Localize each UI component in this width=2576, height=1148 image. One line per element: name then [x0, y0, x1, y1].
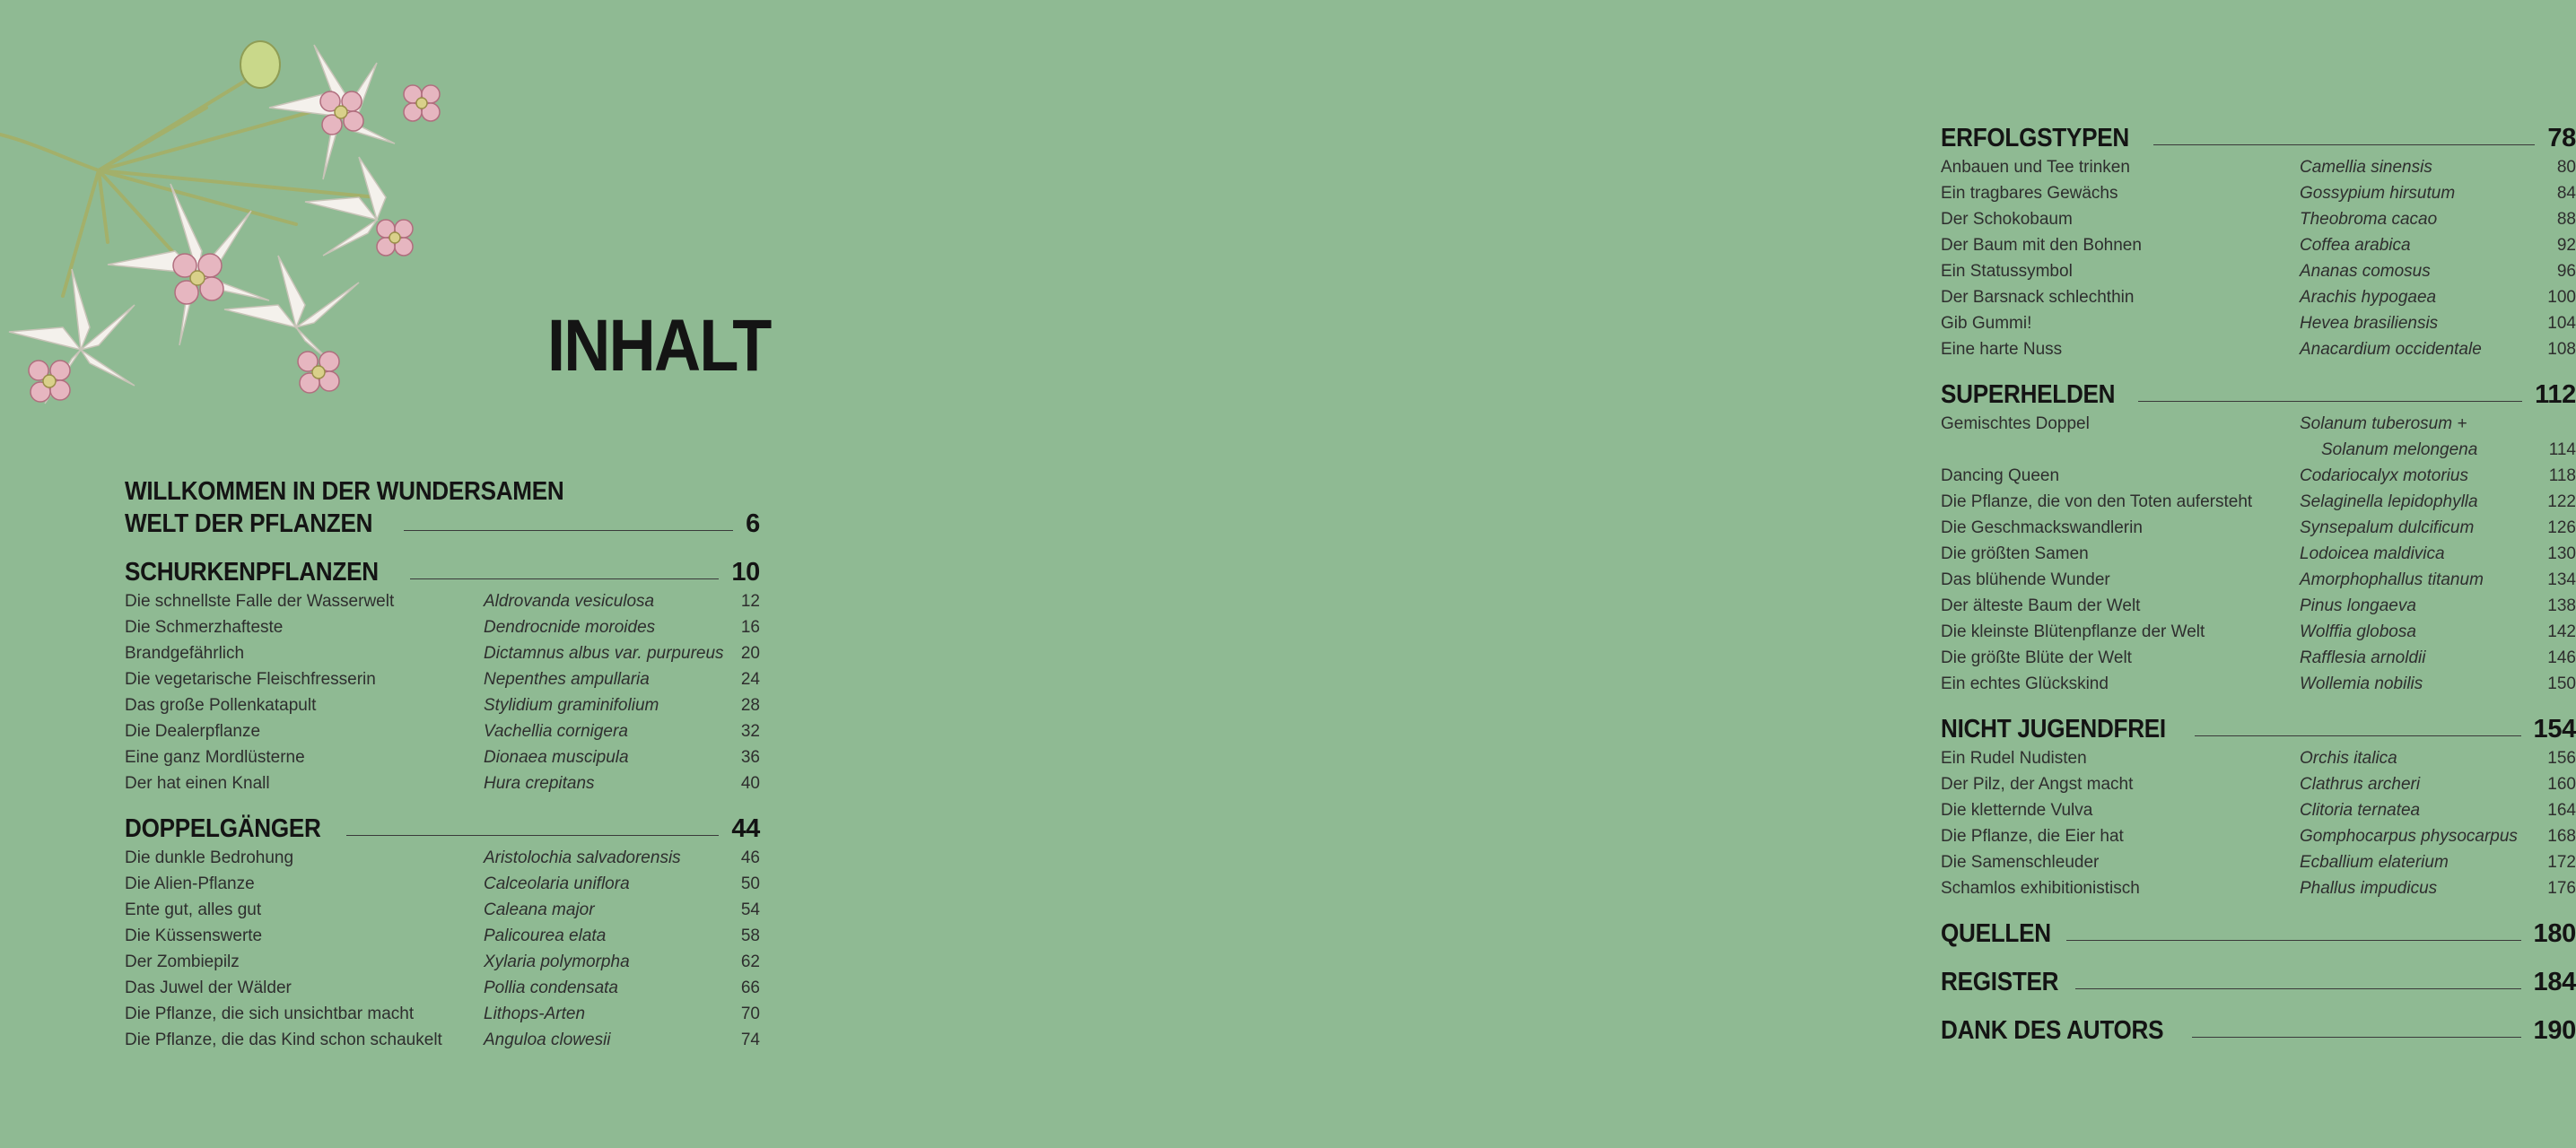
- latin-line: Hura crepitans: [484, 774, 595, 793]
- entry-page: 114: [2548, 440, 2576, 459]
- entry-title: Die schnellste Falle der Wasserwelt: [125, 592, 395, 611]
- entry-latin-name: [2300, 284, 2540, 310]
- latin-line: Anacardium occidentale: [2300, 340, 2482, 359]
- entry-title: Das Juwel der Wälder: [125, 978, 292, 997]
- latin-line: Aldrovanda vesiculosa: [484, 592, 655, 611]
- section-title: SUPERHELDEN: [1941, 380, 2116, 409]
- entry-title: Ein echtes Glückskind: [1941, 674, 2109, 693]
- latin-line: Theobroma cacao: [2300, 210, 2438, 229]
- section-heading[interactable]: [1941, 1014, 2576, 1047]
- section-title: QUELLEN: [1941, 919, 2051, 948]
- latin-line: Stylidium graminifolium: [484, 696, 659, 715]
- entry-title: Die Schmerzhafteste: [125, 618, 284, 637]
- toc-entry[interactable]: [125, 923, 760, 949]
- toc-entry[interactable]: [1941, 489, 2576, 515]
- toc-section: [125, 556, 760, 796]
- entry-latin-name: [484, 1001, 724, 1027]
- section-heading[interactable]: [1941, 713, 2576, 745]
- entry-page: 172: [2547, 853, 2576, 872]
- section-heading[interactable]: [125, 556, 760, 588]
- toc-entry[interactable]: [1941, 823, 2576, 849]
- milkweed-flower-illustration: [0, 18, 485, 413]
- latin-line: Dictamnus albus var. purpureus: [484, 644, 724, 663]
- entry-latin-name: [2300, 206, 2540, 232]
- section-page: 78: [2547, 124, 2576, 152]
- entry-latin-name: [2300, 745, 2540, 771]
- entry-latin-name: [2300, 180, 2540, 206]
- page-title: INHALT: [547, 305, 771, 387]
- latin-line: Ananas comosus: [2300, 262, 2431, 281]
- toc-entry[interactable]: [1941, 232, 2576, 258]
- toc-left: [125, 475, 760, 1069]
- toc-section: [1941, 966, 2576, 998]
- latin-line: Dendrocnide moroides: [484, 618, 656, 637]
- entry-page: 62: [740, 952, 760, 971]
- section-page: 190: [2533, 1016, 2576, 1045]
- entry-title: Die Pflanze, die von den Toten aufersteht: [1941, 492, 2253, 511]
- entry-page: 146: [2547, 648, 2576, 667]
- entry-title: Die Samenschleuder: [1941, 853, 2100, 872]
- latin-line: Pinus longaeva: [2300, 596, 2416, 615]
- latin-line: Ecballium elaterium: [2300, 853, 2449, 872]
- entry-latin-name: [2300, 671, 2540, 697]
- toc-entry[interactable]: [125, 1027, 760, 1053]
- toc-entry[interactable]: [1941, 206, 2576, 232]
- latin-line: Solanum melongena: [2321, 440, 2478, 459]
- leader-line: [2075, 988, 2521, 989]
- toc-entry[interactable]: [1941, 336, 2576, 362]
- entry-latin-name: [484, 692, 724, 718]
- entry-title: Die vegetarische Fleischfresserin: [125, 670, 376, 689]
- toc-entry[interactable]: [1941, 771, 2576, 797]
- entry-latin-name: [484, 975, 724, 1001]
- latin-line: Gomphocarpus physocarpus: [2300, 827, 2518, 846]
- right-page: [900, 0, 2576, 1148]
- entry-title: Die Pflanze, die sich unsichtbar macht: [125, 1004, 415, 1023]
- entry-latin-name: [2300, 411, 2540, 463]
- entry-title: Der Barsnack schlechthin: [1941, 288, 2135, 307]
- entry-page: 126: [2547, 518, 2576, 537]
- entry-page: 84: [2556, 184, 2576, 203]
- entry-latin-name: [484, 770, 724, 796]
- section-heading[interactable]: [1941, 918, 2576, 950]
- section-heading[interactable]: [125, 508, 760, 540]
- entry-latin-name: [2300, 489, 2540, 515]
- entry-latin-name: [2300, 619, 2540, 645]
- latin-line: Wollemia nobilis: [2300, 674, 2423, 693]
- entry-page: 160: [2547, 775, 2576, 794]
- entry-latin-name: [2300, 797, 2540, 823]
- entry-page: 28: [740, 696, 760, 715]
- toc-entry[interactable]: [125, 614, 760, 640]
- toc-entry[interactable]: [1941, 310, 2576, 336]
- entry-title: Die kleinste Blütenpflanze der Welt: [1941, 622, 2205, 641]
- entry-page: 70: [740, 1004, 760, 1023]
- toc-entry[interactable]: [125, 1001, 760, 1027]
- toc-entry[interactable]: [1941, 671, 2576, 697]
- latin-line: Arachis hypogaea: [2300, 288, 2437, 307]
- entry-page: 24: [740, 670, 760, 689]
- entry-latin-name: [484, 718, 724, 744]
- latin-line: Clitoria ternatea: [2300, 801, 2421, 820]
- entry-latin-name: [2300, 593, 2540, 619]
- latin-line: Camellia sinensis: [2300, 158, 2432, 177]
- entry-page: 138: [2547, 596, 2576, 615]
- toc-section: [125, 813, 760, 1053]
- toc-entry[interactable]: [125, 692, 760, 718]
- entry-page: 130: [2547, 544, 2576, 563]
- entry-page: 54: [740, 900, 760, 919]
- entry-list: [1941, 411, 2576, 697]
- entry-page: 142: [2547, 622, 2576, 641]
- entry-title: Die kletternde Vulva: [1941, 801, 2093, 820]
- entry-page: 46: [740, 848, 760, 867]
- leader-line: [2192, 1037, 2521, 1038]
- latin-line: Rafflesia arnoldii: [2300, 648, 2426, 667]
- entry-title: Der Pilz, der Angst macht: [1941, 775, 2134, 794]
- latin-line: Phallus impudicus: [2300, 879, 2438, 898]
- entry-title: Das große Pollenkatapult: [125, 696, 317, 715]
- latin-line: Aristolochia salvadorensis: [484, 848, 681, 867]
- toc-entry[interactable]: [1941, 284, 2576, 310]
- entry-page: 108: [2547, 340, 2576, 359]
- toc-right: [1941, 122, 2576, 1063]
- toc-section: [1941, 1014, 2576, 1047]
- entry-title: Die Küssenswerte: [125, 926, 263, 945]
- entry-page: 118: [2548, 466, 2576, 485]
- entry-page: 150: [2547, 674, 2576, 693]
- latin-line: Gossypium hirsutum: [2300, 184, 2456, 203]
- toc-entry[interactable]: [1941, 463, 2576, 489]
- latin-line: Lithops-Arten: [484, 1004, 586, 1023]
- toc-entry[interactable]: [1941, 619, 2576, 645]
- toc-entry[interactable]: [1941, 797, 2576, 823]
- entry-latin-name: [484, 1027, 724, 1053]
- latin-line: Caleana major: [484, 900, 595, 919]
- toc-entry[interactable]: [125, 949, 760, 975]
- entry-title: Der Schokobaum: [1941, 210, 2073, 229]
- toc-entry[interactable]: [125, 666, 760, 692]
- section-page: 44: [731, 814, 760, 843]
- entry-title: Die Pflanze, die das Kind schon schaukelt: [125, 1031, 442, 1049]
- entry-latin-name: [2300, 310, 2540, 336]
- entry-title: Die Alien-Pflanze: [125, 874, 255, 893]
- latin-line: Solanum tuberosum +: [2300, 414, 2467, 433]
- entry-page: 134: [2547, 570, 2576, 589]
- left-page: [0, 0, 900, 1148]
- entry-title: Die Dealerpflanze: [125, 722, 261, 741]
- entry-latin-name: [484, 666, 724, 692]
- toc-section: [125, 475, 760, 540]
- latin-line: Xylaria polymorpha: [484, 952, 630, 971]
- section-page: 154: [2533, 715, 2576, 744]
- entry-list: [1941, 745, 2576, 901]
- entry-page: 100: [2547, 288, 2576, 307]
- entry-latin-name: [2300, 771, 2540, 797]
- entry-latin-name: [484, 845, 724, 871]
- entry-latin-name: [2300, 645, 2540, 671]
- entry-page: 168: [2547, 827, 2576, 846]
- latin-line: Amorphophallus titanum: [2300, 570, 2484, 589]
- entry-list: [1941, 154, 2576, 362]
- entry-latin-name: [484, 744, 724, 770]
- latin-line: Coffea arabica: [2300, 236, 2411, 255]
- section-page: 10: [731, 558, 760, 587]
- toc-entry[interactable]: [1941, 645, 2576, 671]
- latin-line: Palicourea elata: [484, 926, 607, 945]
- latin-line: Anguloa clowesii: [484, 1031, 611, 1049]
- toc-entry[interactable]: [1941, 875, 2576, 901]
- section-page: 112: [2535, 380, 2576, 409]
- toc-entry[interactable]: [125, 845, 760, 871]
- latin-line: Selaginella lepidophylla: [2300, 492, 2478, 511]
- entry-list: [125, 845, 760, 1053]
- section-heading[interactable]: [1941, 966, 2576, 998]
- entry-title: Die größten Samen: [1941, 544, 2089, 563]
- toc-entry[interactable]: [125, 770, 760, 796]
- entry-title: Anbauen und Tee trinken: [1941, 158, 2130, 177]
- entry-page: 58: [740, 926, 760, 945]
- entry-latin-name: [2300, 232, 2540, 258]
- entry-latin-name: [484, 614, 724, 640]
- entry-title: Gib Gummi!: [1941, 314, 2032, 333]
- entry-title: Die dunkle Bedrohung: [125, 848, 294, 867]
- section-heading[interactable]: [1941, 378, 2576, 411]
- section-page: 184: [2533, 968, 2576, 996]
- latin-line: Calceolaria uniflora: [484, 874, 630, 893]
- entry-title: Die Geschmackswandlerin: [1941, 518, 2143, 537]
- entry-title: Brandgefährlich: [125, 644, 245, 663]
- section-title: NICHT JUGENDFREI: [1941, 715, 2166, 744]
- section-heading[interactable]: [125, 813, 760, 845]
- entry-latin-name: [2300, 336, 2540, 362]
- toc-entry[interactable]: [1941, 154, 2576, 180]
- toc-section: [1941, 918, 2576, 950]
- leader-line: [2195, 735, 2521, 736]
- toc-entry[interactable]: [125, 588, 760, 614]
- toc-entry[interactable]: [1941, 745, 2576, 771]
- section-heading[interactable]: [1941, 122, 2576, 154]
- latin-line: Lodoicea maldivica: [2300, 544, 2445, 563]
- section-page: 6: [746, 509, 760, 538]
- latin-line: Dionaea muscipula: [484, 748, 629, 767]
- toc-section: [1941, 378, 2576, 697]
- section-title-line: WILLKOMMEN IN DER WUNDERSAMEN: [125, 477, 564, 506]
- entry-latin-name: [484, 923, 724, 949]
- entry-latin-name: [2300, 258, 2540, 284]
- entry-title: Schamlos exhibitionistisch: [1941, 879, 2140, 898]
- entry-title: Ein Statussymbol: [1941, 262, 2073, 281]
- entry-title: Die größte Blüte der Welt: [1941, 648, 2132, 667]
- toc-entry[interactable]: [1941, 849, 2576, 875]
- toc-entry[interactable]: [1941, 180, 2576, 206]
- toc-entry[interactable]: [1941, 593, 2576, 619]
- entry-title: Die Pflanze, die Eier hat: [1941, 827, 2124, 846]
- entry-title: Der Baum mit den Bohnen: [1941, 236, 2142, 255]
- entry-page: 122: [2547, 492, 2576, 511]
- section-title: ERFOLGSTYPEN: [1941, 124, 2129, 152]
- toc-entry[interactable]: [1941, 258, 2576, 284]
- entry-latin-name: [2300, 463, 2540, 489]
- entry-latin-name: [484, 871, 724, 897]
- toc-entry[interactable]: [1941, 541, 2576, 567]
- entry-page: 80: [2556, 158, 2576, 177]
- section-title: DOPPELGÄNGER: [125, 814, 321, 843]
- leader-line: [346, 835, 719, 836]
- entry-page: 156: [2547, 749, 2576, 768]
- latin-line: Codariocalyx motorius: [2300, 466, 2468, 485]
- entry-page: 164: [2547, 801, 2576, 820]
- entry-title: Ein Rudel Nudisten: [1941, 749, 2087, 768]
- toc-entry[interactable]: [1941, 411, 2576, 463]
- leader-line: [2066, 940, 2520, 941]
- entry-latin-name: [2300, 541, 2540, 567]
- entry-page: 32: [740, 722, 760, 741]
- entry-page: 16: [740, 618, 760, 637]
- toc-entry[interactable]: [1941, 567, 2576, 593]
- toc-entry[interactable]: [125, 897, 760, 923]
- entry-page: 104: [2547, 314, 2576, 333]
- entry-page: 96: [2556, 262, 2576, 281]
- toc-entry[interactable]: [125, 975, 760, 1001]
- toc-entry[interactable]: [125, 744, 760, 770]
- entry-page: 92: [2556, 236, 2576, 255]
- toc-section: [1941, 122, 2576, 362]
- latin-line: Hevea brasiliensis: [2300, 314, 2439, 333]
- latin-line: Wolffia globosa: [2300, 622, 2416, 641]
- entry-page: 66: [740, 978, 760, 997]
- entry-latin-name: [484, 640, 724, 666]
- entry-latin-name: [2300, 154, 2540, 180]
- section-title: DANK DES AUTORS: [1941, 1016, 2164, 1045]
- entry-latin-name: [2300, 823, 2540, 849]
- toc-entry[interactable]: [125, 718, 760, 744]
- entry-title: Der Zombiepilz: [125, 952, 240, 971]
- entry-title: Der hat einen Knall: [125, 774, 270, 793]
- entry-title: Das blühende Wunder: [1941, 570, 2110, 589]
- entry-title: Dancing Queen: [1941, 466, 2060, 485]
- entry-page: 50: [740, 874, 760, 893]
- entry-title: Eine harte Nuss: [1941, 340, 2063, 359]
- toc-entry[interactable]: [125, 640, 760, 666]
- leader-line: [2138, 401, 2522, 402]
- entry-page: 12: [740, 592, 760, 611]
- entry-latin-name: [484, 949, 724, 975]
- entry-title: Eine ganz Mordlüsterne: [125, 748, 305, 767]
- latin-line: Nepenthes ampullaria: [484, 670, 650, 689]
- entry-latin-name: [2300, 515, 2540, 541]
- latin-line: Vachellia cornigera: [484, 722, 628, 741]
- entry-page: 74: [740, 1031, 760, 1049]
- entry-page: 36: [740, 748, 760, 767]
- leader-line: [410, 578, 719, 579]
- entry-title: Ein tragbares Gewächs: [1941, 184, 2118, 203]
- section-title: SCHURKENPFLANZEN: [125, 558, 379, 587]
- entry-title: Gemischtes Doppel: [1941, 414, 2090, 433]
- entry-latin-name: [2300, 849, 2540, 875]
- entry-title: Ente gut, alles gut: [125, 900, 262, 919]
- entry-title: Der älteste Baum der Welt: [1941, 596, 2141, 615]
- latin-line: Orchis italica: [2300, 749, 2397, 768]
- toc-entry[interactable]: [1941, 515, 2576, 541]
- latin-line: Pollia condensata: [484, 978, 618, 997]
- entry-latin-name: [484, 588, 724, 614]
- section-title: REGISTER: [1941, 968, 2059, 996]
- section-page: 180: [2533, 919, 2576, 948]
- entry-latin-name: [2300, 567, 2540, 593]
- entry-list: [125, 588, 760, 796]
- section-title-line: WELT DER PFLANZEN: [125, 509, 373, 538]
- entry-page: 88: [2556, 210, 2576, 229]
- entry-page: 176: [2547, 879, 2576, 898]
- toc-section: [1941, 713, 2576, 901]
- entry-latin-name: [2300, 875, 2540, 901]
- toc-entry[interactable]: [125, 871, 760, 897]
- latin-line: Synsepalum dulcificum: [2300, 518, 2475, 537]
- entry-page: 40: [740, 774, 760, 793]
- entry-latin-name: [484, 897, 724, 923]
- leader-line: [404, 530, 733, 531]
- entry-page: 20: [740, 644, 760, 663]
- leader-line: [2153, 144, 2535, 145]
- latin-line: Clathrus archeri: [2300, 775, 2421, 794]
